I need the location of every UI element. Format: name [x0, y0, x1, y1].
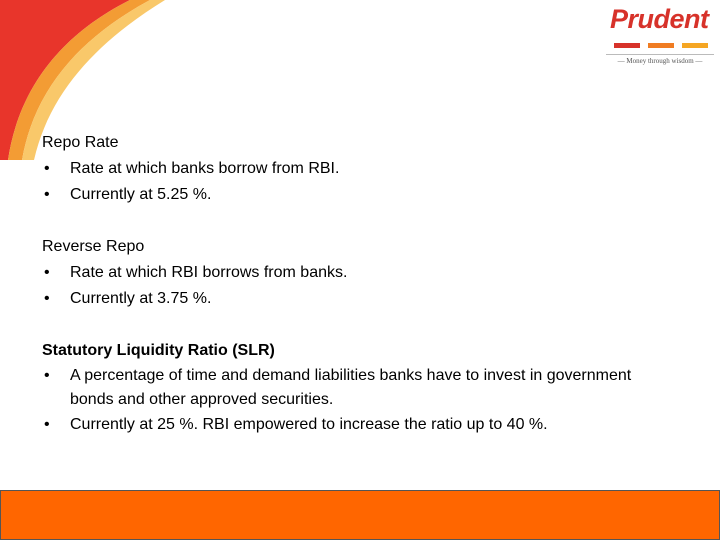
bullet-item: [42, 182, 682, 208]
bullet-item: [42, 260, 682, 286]
logo-wordmark: Prudent: [610, 4, 709, 34]
section-slr: [42, 338, 682, 438]
footer-bar: [0, 490, 720, 540]
bullet-glyph: •: [44, 186, 50, 203]
section-reverse-repo: [42, 234, 682, 312]
section-heading: Statutory Liquidity Ratio (SLR): [42, 342, 275, 359]
bullet-glyph: •: [44, 290, 50, 307]
bullet-glyph: •: [44, 367, 50, 384]
bullet-item: [42, 286, 682, 312]
bullet-glyph: •: [44, 264, 50, 281]
bullet-item: [42, 412, 682, 438]
bullet-text: A percentage of time and demand liabilities banks have to invest in government bonds and other approved securities.: [70, 367, 632, 408]
bullet-glyph: •: [44, 160, 50, 177]
section-heading: Repo Rate: [42, 134, 119, 151]
section-heading: Reverse Repo: [42, 238, 145, 255]
bullet-text: Currently at 3.75 %.: [70, 290, 212, 307]
logo-tagline: — Money through wisdom —: [606, 54, 714, 65]
bullet-item: [42, 156, 682, 182]
logo-color-bars: [614, 43, 710, 48]
bullet-item: [42, 364, 640, 412]
bullet-text: Currently at 25 %. RBI empowered to increase the ratio up to 40 %.: [70, 416, 548, 433]
bullet-text: Rate at which RBI borrows from banks.: [70, 264, 348, 281]
bullet-text: Currently at 5.25 %.: [70, 186, 212, 203]
bullet-glyph: •: [44, 416, 50, 433]
bullet-text: Rate at which banks borrow from RBI.: [70, 160, 340, 177]
prudent-logo: [606, 4, 714, 72]
slide-content: [42, 130, 682, 464]
section-repo-rate: [42, 130, 682, 208]
